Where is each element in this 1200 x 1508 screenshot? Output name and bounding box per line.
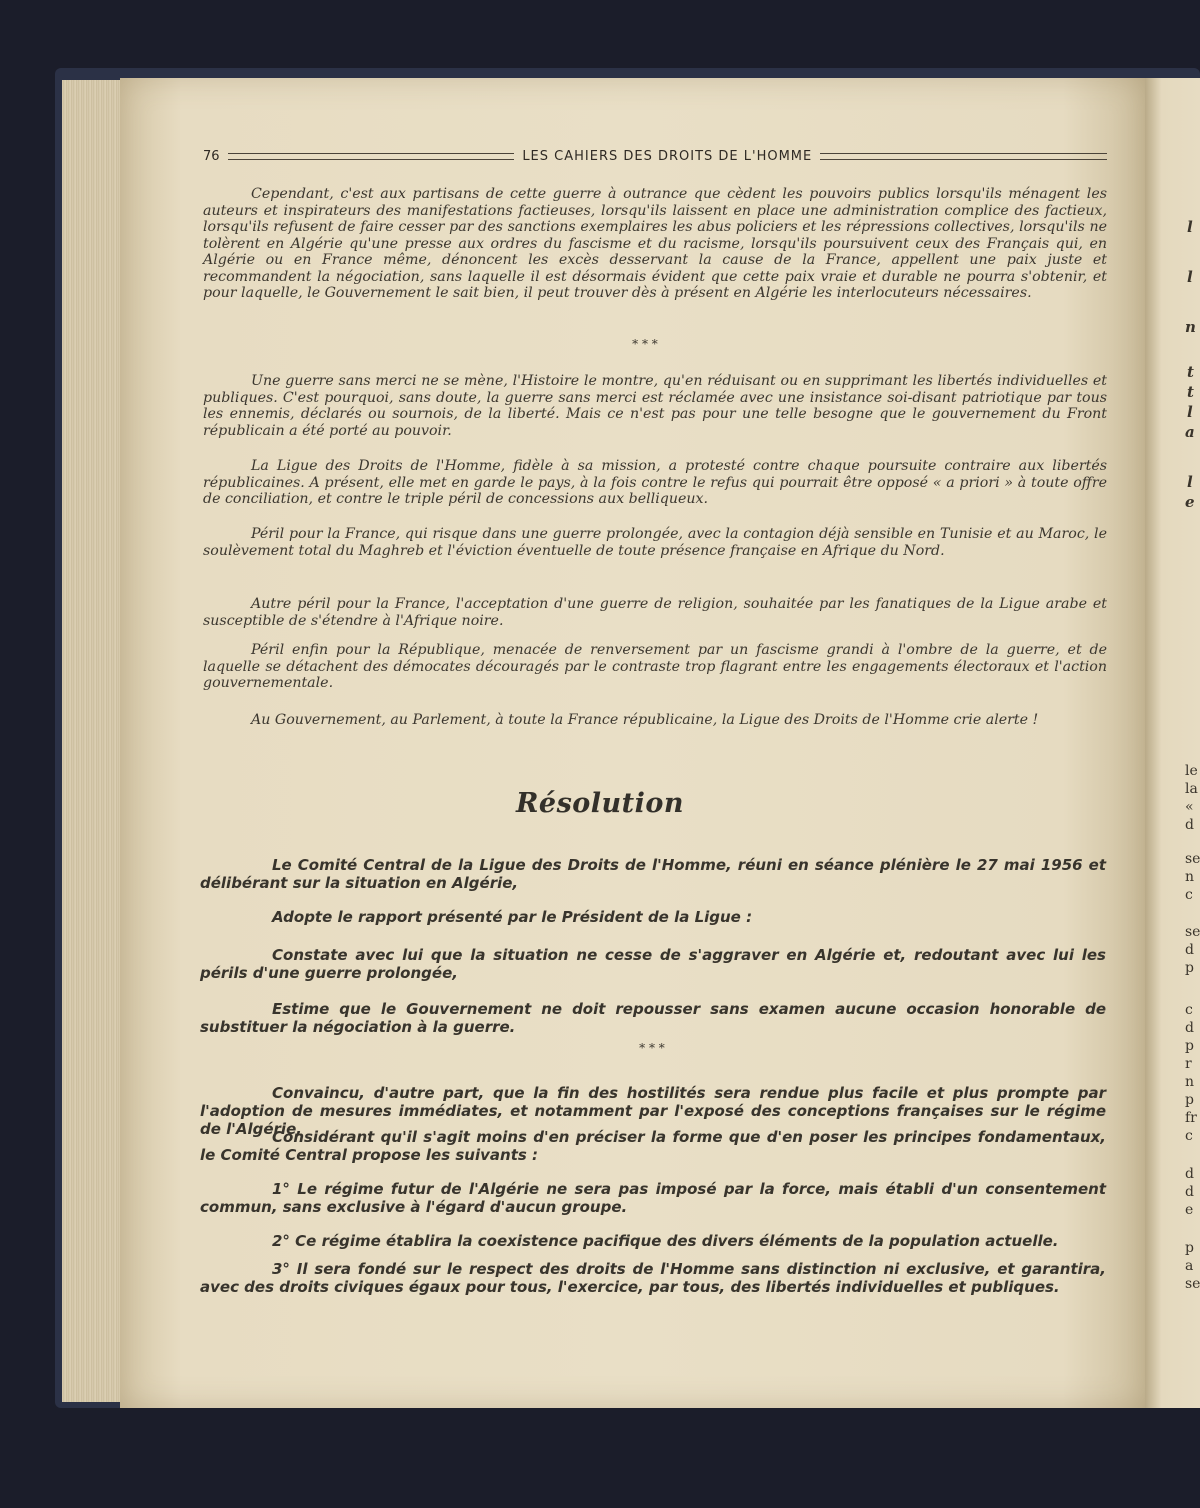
fragment: n [1185, 1074, 1195, 1090]
resolution-paragraph-6: Considérant qu'il s'agit moins d'en préciser la forme que d'en poser les principes fondamentaux, le Comité Central propose les suivants : [200, 1128, 1106, 1164]
fragment: se [1185, 1276, 1200, 1292]
paragraph-3: La Ligue des Droits de l'Homme, fidèle à sa mission, a protesté contre chaque poursuite contraire aux libertés républicaines. A présent, elle met en garde le pays, à la fois contre le refus qui pourrait être opposé « a priori » à toute offre de conciliation, et contre le triple péril de concessions aux belliqueux. [203, 458, 1107, 507]
next-page-edge [1145, 78, 1200, 1408]
fragment: t [1187, 363, 1194, 381]
section-separator: * * * [632, 337, 658, 351]
fragment: la [1185, 781, 1198, 797]
fragment: t [1187, 383, 1194, 401]
fragment: e [1185, 1202, 1194, 1218]
fragment: d [1185, 1020, 1194, 1036]
fragment: d [1185, 817, 1194, 833]
fragment: l [1187, 218, 1193, 236]
resolution-paragraph-1: Le Comité Central de la Ligue des Droits de l'Homme, réuni en séance plénière le 27 mai 1956 et délibérant sur la situation en Algérie, [200, 856, 1106, 892]
paragraph-4: Péril pour la France, qui risque dans une guerre prolongée, avec la contagion déjà sensible en Tunisie et au Maroc, le soulèvement total du Maghreb et l'éviction éventuelle de toute présence française en Afrique du Nord. [203, 526, 1107, 559]
paragraph-6: Péril enfin pour la République, menacée de renversement par un fascisme grandi à l'ombre de la guerre, et de laquelle se détachent des démocates découragés par le contraste trop flagrant entre les engagements électoraux et l'action gouvernementale. [203, 642, 1107, 691]
fragment: l [1187, 473, 1193, 491]
paragraph-1: Cependant, c'est aux partisans de cette guerre à outrance que cèdent les pouvoirs publics lorsqu'ils ménagent les auteurs et inspirateurs des manifestations factieuses, lorsqu'ils laissent en place une administration complice des factieux, lorsqu'ils refusent de faire cesser par des sanctions exemplaires les abus policiers et les répressions collectives, lorsqu'ils ne tolèrent en Algérie qu'une presse aux ordres du fascisme et du racisme, lorsqu'ils poursuivent ceux des Français qui, en Algérie ou en France même, dénoncent les excès desservant la cause de la France, appellent une paix juste et recommandent la négociation, sans laquelle il est désormais évident que cette paix vraie et durable ne pourra s'obtenir, et pour laquelle, le Gouvernement le sait bien, il peut trouver dès à présent en Algérie les interlocuteurs nécessaires. [203, 186, 1107, 301]
fragment: se [1185, 851, 1200, 867]
journal-title: LES CAHIERS DES DROITS DE L'HOMME [522, 148, 813, 164]
fragment: d [1185, 1184, 1194, 1200]
fragment: c [1185, 1128, 1193, 1144]
fragment: d [1185, 1166, 1194, 1182]
fragment: a [1185, 423, 1195, 441]
fragment: p [1185, 960, 1194, 976]
paragraph-2: Une guerre sans merci ne se mène, l'Histoire le montre, qu'en réduisant ou en supprimant les libertés individuelles et publiques. C'est pourquoi, sans doute, la guerre sans merci est réclamée avec une insistance soi-disant patriotique par tous les ennemis, déclarés ou sournois, de la liberté. Mais ce n'est pas pour une telle besogne que le gouvernement du Front républicain a été porté au pouvoir. [203, 373, 1107, 439]
fragment: p [1185, 1092, 1194, 1108]
fragment: c [1185, 1002, 1193, 1018]
page-number: 76 [203, 148, 220, 164]
fragment: n [1185, 869, 1195, 885]
fragment: c [1185, 887, 1193, 903]
fragment: « [1185, 799, 1194, 815]
paragraph-7: Au Gouvernement, au Parlement, à toute la France républicaine, la Ligue des Droits de l'Homme crie alerte ! [251, 712, 1039, 728]
fragment: p [1185, 1240, 1194, 1256]
running-header [203, 146, 1107, 166]
resolution-separator: * * * [639, 1041, 665, 1055]
fragment: d [1185, 942, 1194, 958]
resolution-point-3: 3° Il sera fondé sur le respect des droits de l'Homme sans distinction ni exclusive, et garantira, avec des droits civiques égaux pour tous, l'exercice, par tous, des libertés individuelles et publiques. [200, 1260, 1106, 1296]
paragraph-5: Autre péril pour la France, l'acceptation d'une guerre de religion, souhaitée par les fanatiques de la Ligue arabe et susceptible de s'étendre à l'Afrique noire. [203, 596, 1107, 629]
resolution-paragraph-2: Adopte le rapport présenté par le Président de la Ligue : [272, 908, 753, 926]
fragment: se [1185, 924, 1200, 940]
fragment: r [1185, 1056, 1192, 1072]
header-rule-right [820, 153, 1107, 160]
resolution-title: Résolution [515, 788, 685, 819]
resolution-paragraph-3: Constate avec lui que la situation ne cesse de s'aggraver en Algérie et, redoutant avec lui les périls d'une guerre prolongée, [200, 946, 1106, 982]
fragment: e [1185, 493, 1195, 511]
fragment: a [1185, 1258, 1194, 1274]
resolution-paragraph-5: Convaincu, d'autre part, que la fin des hostilités sera rendue plus facile et plus prompte par l'adoption de mesures immédiates, et notamment par l'exposé des conceptions françaises sur le régime de l'Algérie, [200, 1084, 1106, 1138]
header-rule-left [228, 153, 515, 160]
fragment: fr [1185, 1110, 1197, 1126]
resolution-point-2: 2° Ce régime établira la coexistence pacifique des divers éléments de la population actuelle. [272, 1232, 1059, 1250]
fragment: l [1187, 403, 1193, 421]
resolution-paragraph-4: Estime que le Gouvernement ne doit repousser sans examen aucune occasion honorable de substituer la négociation à la guerre. [200, 1000, 1106, 1036]
fragment: p [1185, 1038, 1194, 1054]
fragment: n [1185, 318, 1196, 336]
fragment: le [1185, 763, 1198, 779]
resolution-point-1: 1° Le régime futur de l'Algérie ne sera pas imposé par la force, mais établi d'un consentement commun, sans exclusive à l'égard d'aucun groupe. [200, 1180, 1106, 1216]
fragment: l [1187, 268, 1193, 286]
